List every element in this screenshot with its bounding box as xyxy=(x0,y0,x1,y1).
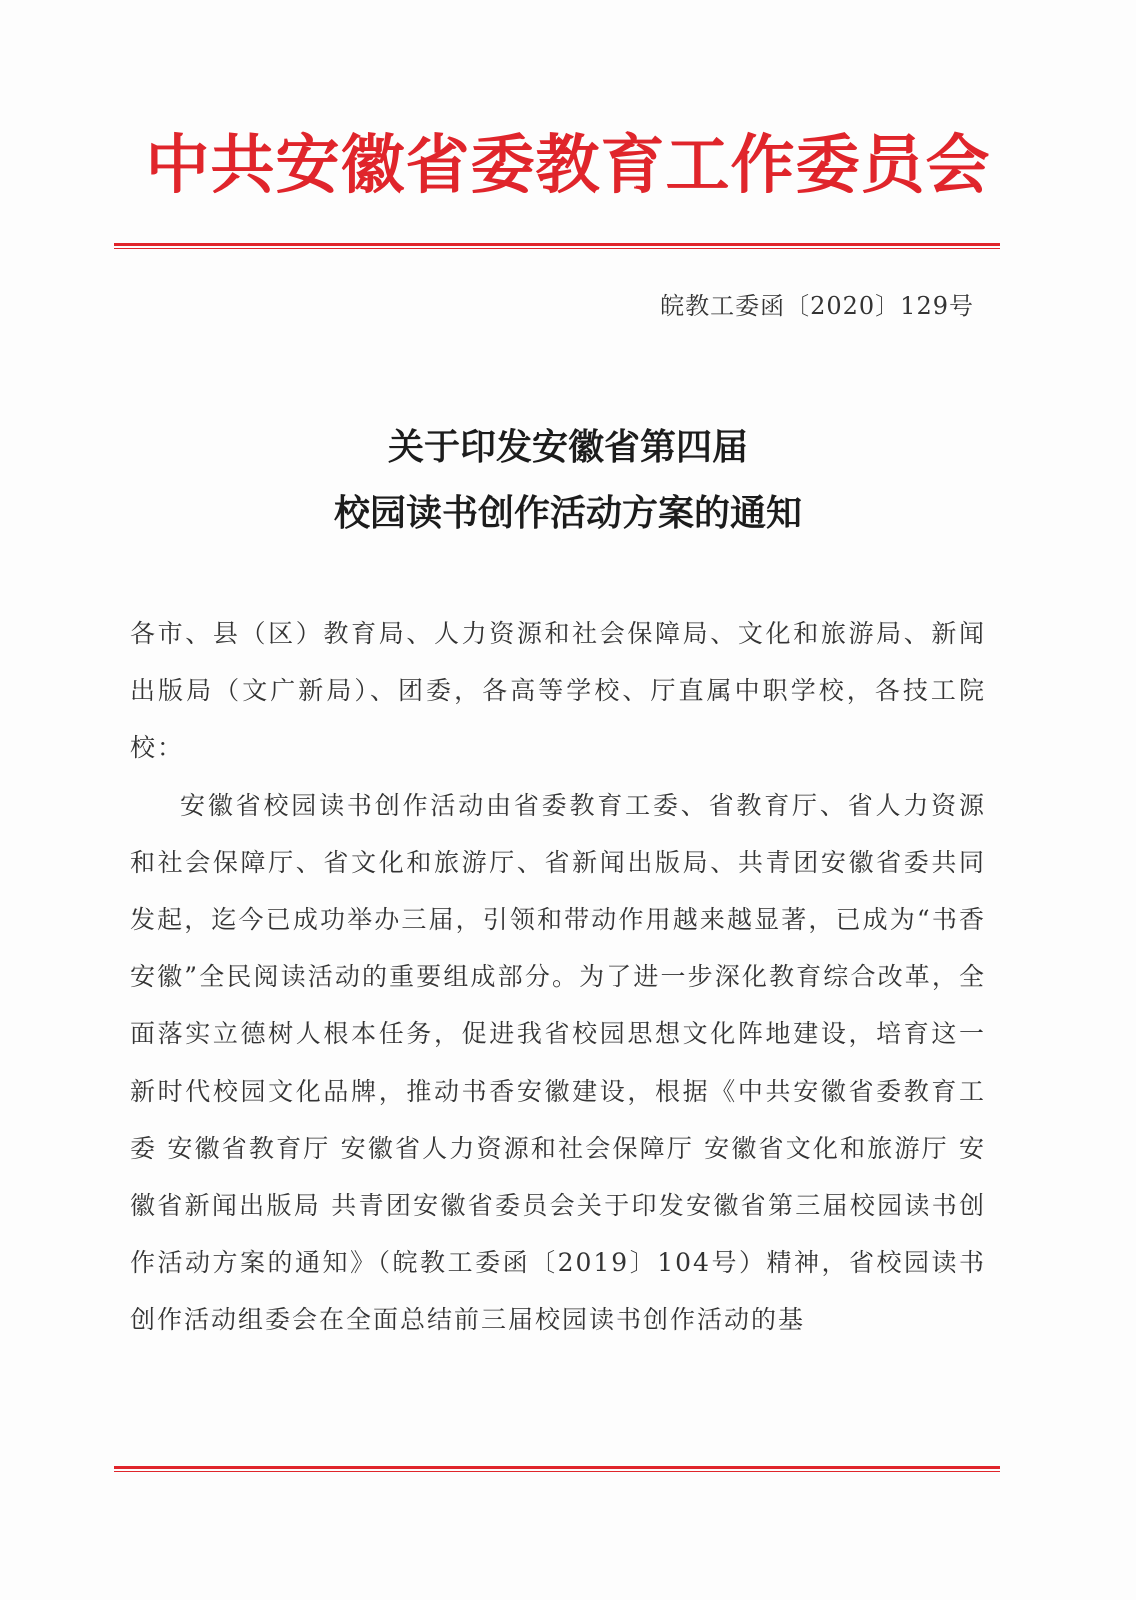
document-body xyxy=(130,605,986,1349)
bottom-red-rule xyxy=(114,1466,1000,1473)
document-number: 皖教工委函〔2020〕129号 xyxy=(660,292,974,320)
title-line-1: 关于印发安徽省第四届 xyxy=(387,426,748,468)
addressee-paragraph: 各市、县（区）教育局、人力资源和社会保障局、文化和旅游局、新闻出版局（文广新局）、团委，各高等学校、厅直属中职学校，各技工院校： xyxy=(130,619,986,763)
top-red-rule xyxy=(114,243,1000,250)
document-title xyxy=(0,414,1136,546)
body-paragraph: 安徽省校园读书创作活动由省委教育工委、省教育厅、省人力资源和社会保障厅、省文化和旅游厅、省新闻出版局、共青团安徽省委共同发起，迄今已成功举办三届，引领和带动作用越来越显著，已成为“书香安徽”全民阅读活动的重要组成部分。为了进一步深化教育综合改革，全面落实立德树人根本任务，促进我省校园思想文化阵地建设，培育这一新时代校园文化品牌，推动书香安徽建设，根据《中共安徽省委教育工委 安徽省教育厅 安徽省人力资源和社会保障厅 安徽省文化和旅游厅 安徽省新闻出版局 共青团安徽省委员会关于印发安徽省第三届校园读书创作活动方案的通知》（皖教工委函〔2019〕104号）精神，省校园读书创作活动组委会在全面总结前三届校园读书创作活动的基 xyxy=(130,790,986,1335)
title-line-2: 校园读书创作活动方案的通知 xyxy=(333,492,802,534)
issuer-masthead: 中共安徽省委教育工作委员会 xyxy=(145,129,991,203)
